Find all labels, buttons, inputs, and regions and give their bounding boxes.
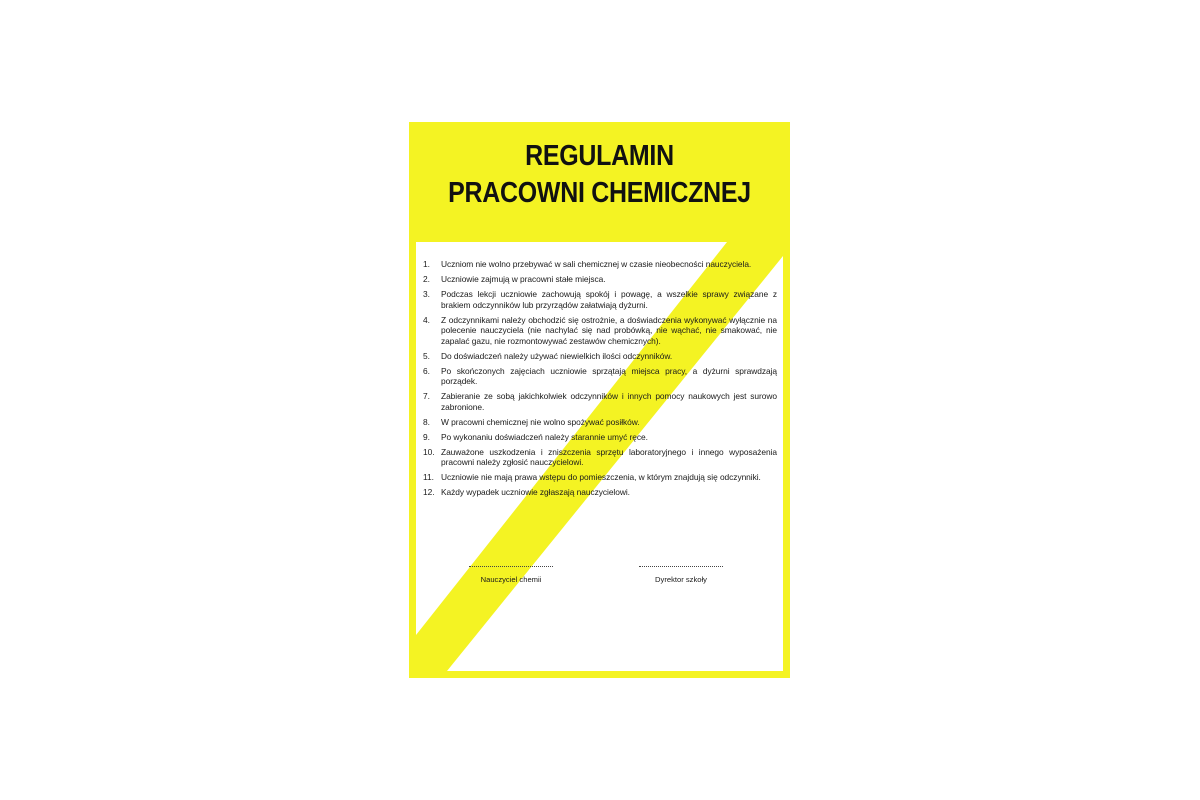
rule-number: 11. xyxy=(423,472,434,483)
rule-item xyxy=(423,366,777,387)
rule-number: 10. xyxy=(423,446,435,457)
rule-text: Po skończonych zajęciach uczniowie sprzątają miejsca pracy, a dyżurni sprawdzają porządek. xyxy=(441,365,777,387)
teacher-signature xyxy=(456,566,566,584)
rule-text: Po wykonaniu doświadczeń należy starannie umyć ręce. xyxy=(441,431,648,442)
teacher-signature-line xyxy=(469,566,553,567)
rule-item xyxy=(423,432,777,443)
rule-text: Każdy wypadek uczniowie zgłaszają nauczycielowi. xyxy=(441,487,630,498)
rule-text: Zauważone uszkodzenia i zniszczenia sprzętu laboratoryjnego i innego wyposażenia pracowni należy zgłosić nauczycielowi. xyxy=(441,446,777,468)
rule-text: Uczniowie nie mają prawa wstępu do pomieszczenia, w którym znajdują się odczynniki. xyxy=(441,472,761,483)
rule-text: Podczas lekcji uczniowie zachowują spokój i powagę, a wszelkie sprawy związane z brakiem odczynników lub przyrządów załatwiają dyżurni. xyxy=(441,288,777,310)
sign-title xyxy=(436,138,764,212)
rule-text: Uczniowie zajmują w pracowni stałe miejsca. xyxy=(441,273,606,284)
rule-number: 7. xyxy=(423,391,430,402)
rule-number: 2. xyxy=(423,273,430,284)
rule-text: Uczniom nie wolno przebywać w sali chemicznej w czasie nieobecności nauczyciela. xyxy=(441,259,752,269)
rule-number: 3. xyxy=(423,288,430,299)
director-signature xyxy=(626,566,736,584)
rule-item xyxy=(423,417,777,428)
title-line-2: PRACOWNI CHEMICZNEJ xyxy=(448,177,751,209)
rule-number: 8. xyxy=(423,416,430,427)
director-signature-line xyxy=(639,566,723,567)
rule-item xyxy=(423,289,777,310)
director-signature-label: Dyrektor szkoły xyxy=(655,575,707,584)
rule-text: Zabieranie ze sobą jakichkolwiek odczynników i innych pomocy naukowych jest surowo zabronione. xyxy=(441,391,777,412)
rule-item xyxy=(423,259,777,270)
rule-text: W pracowni chemicznej nie wolno spożywać posiłków. xyxy=(441,416,640,427)
rule-text: Do doświadczeń należy używać niewielkich ilości odczynników. xyxy=(441,350,673,361)
rule-item xyxy=(423,351,777,362)
rule-number: 9. xyxy=(423,431,430,442)
regulations-sign xyxy=(409,122,790,678)
rule-number: 1. xyxy=(423,259,430,269)
rule-text: Z odczynnikami należy obchodzić się ostrożnie, a doświadczenia wykonywać wyłącznie na polecenie nauczyciela (nie nachylać się nad probówką, nie wąchać, nie smakować, nie zapalać gazu, nie rozmontowywać zestawów chemicznych). xyxy=(441,314,777,346)
rule-item xyxy=(423,472,777,483)
rules-panel xyxy=(416,242,783,671)
rule-item xyxy=(423,391,777,412)
rule-number: 12. xyxy=(423,487,435,498)
rule-item xyxy=(423,447,777,468)
rule-item xyxy=(423,315,777,347)
rule-item xyxy=(423,274,777,285)
rule-number: 5. xyxy=(423,350,430,361)
rule-item xyxy=(423,487,777,498)
title-line-1: REGULAMIN xyxy=(525,140,674,172)
teacher-signature-label: Nauczyciel chemii xyxy=(480,575,542,584)
rule-number: 4. xyxy=(423,314,430,325)
rule-number: 6. xyxy=(423,365,430,376)
rules-list xyxy=(423,259,777,502)
